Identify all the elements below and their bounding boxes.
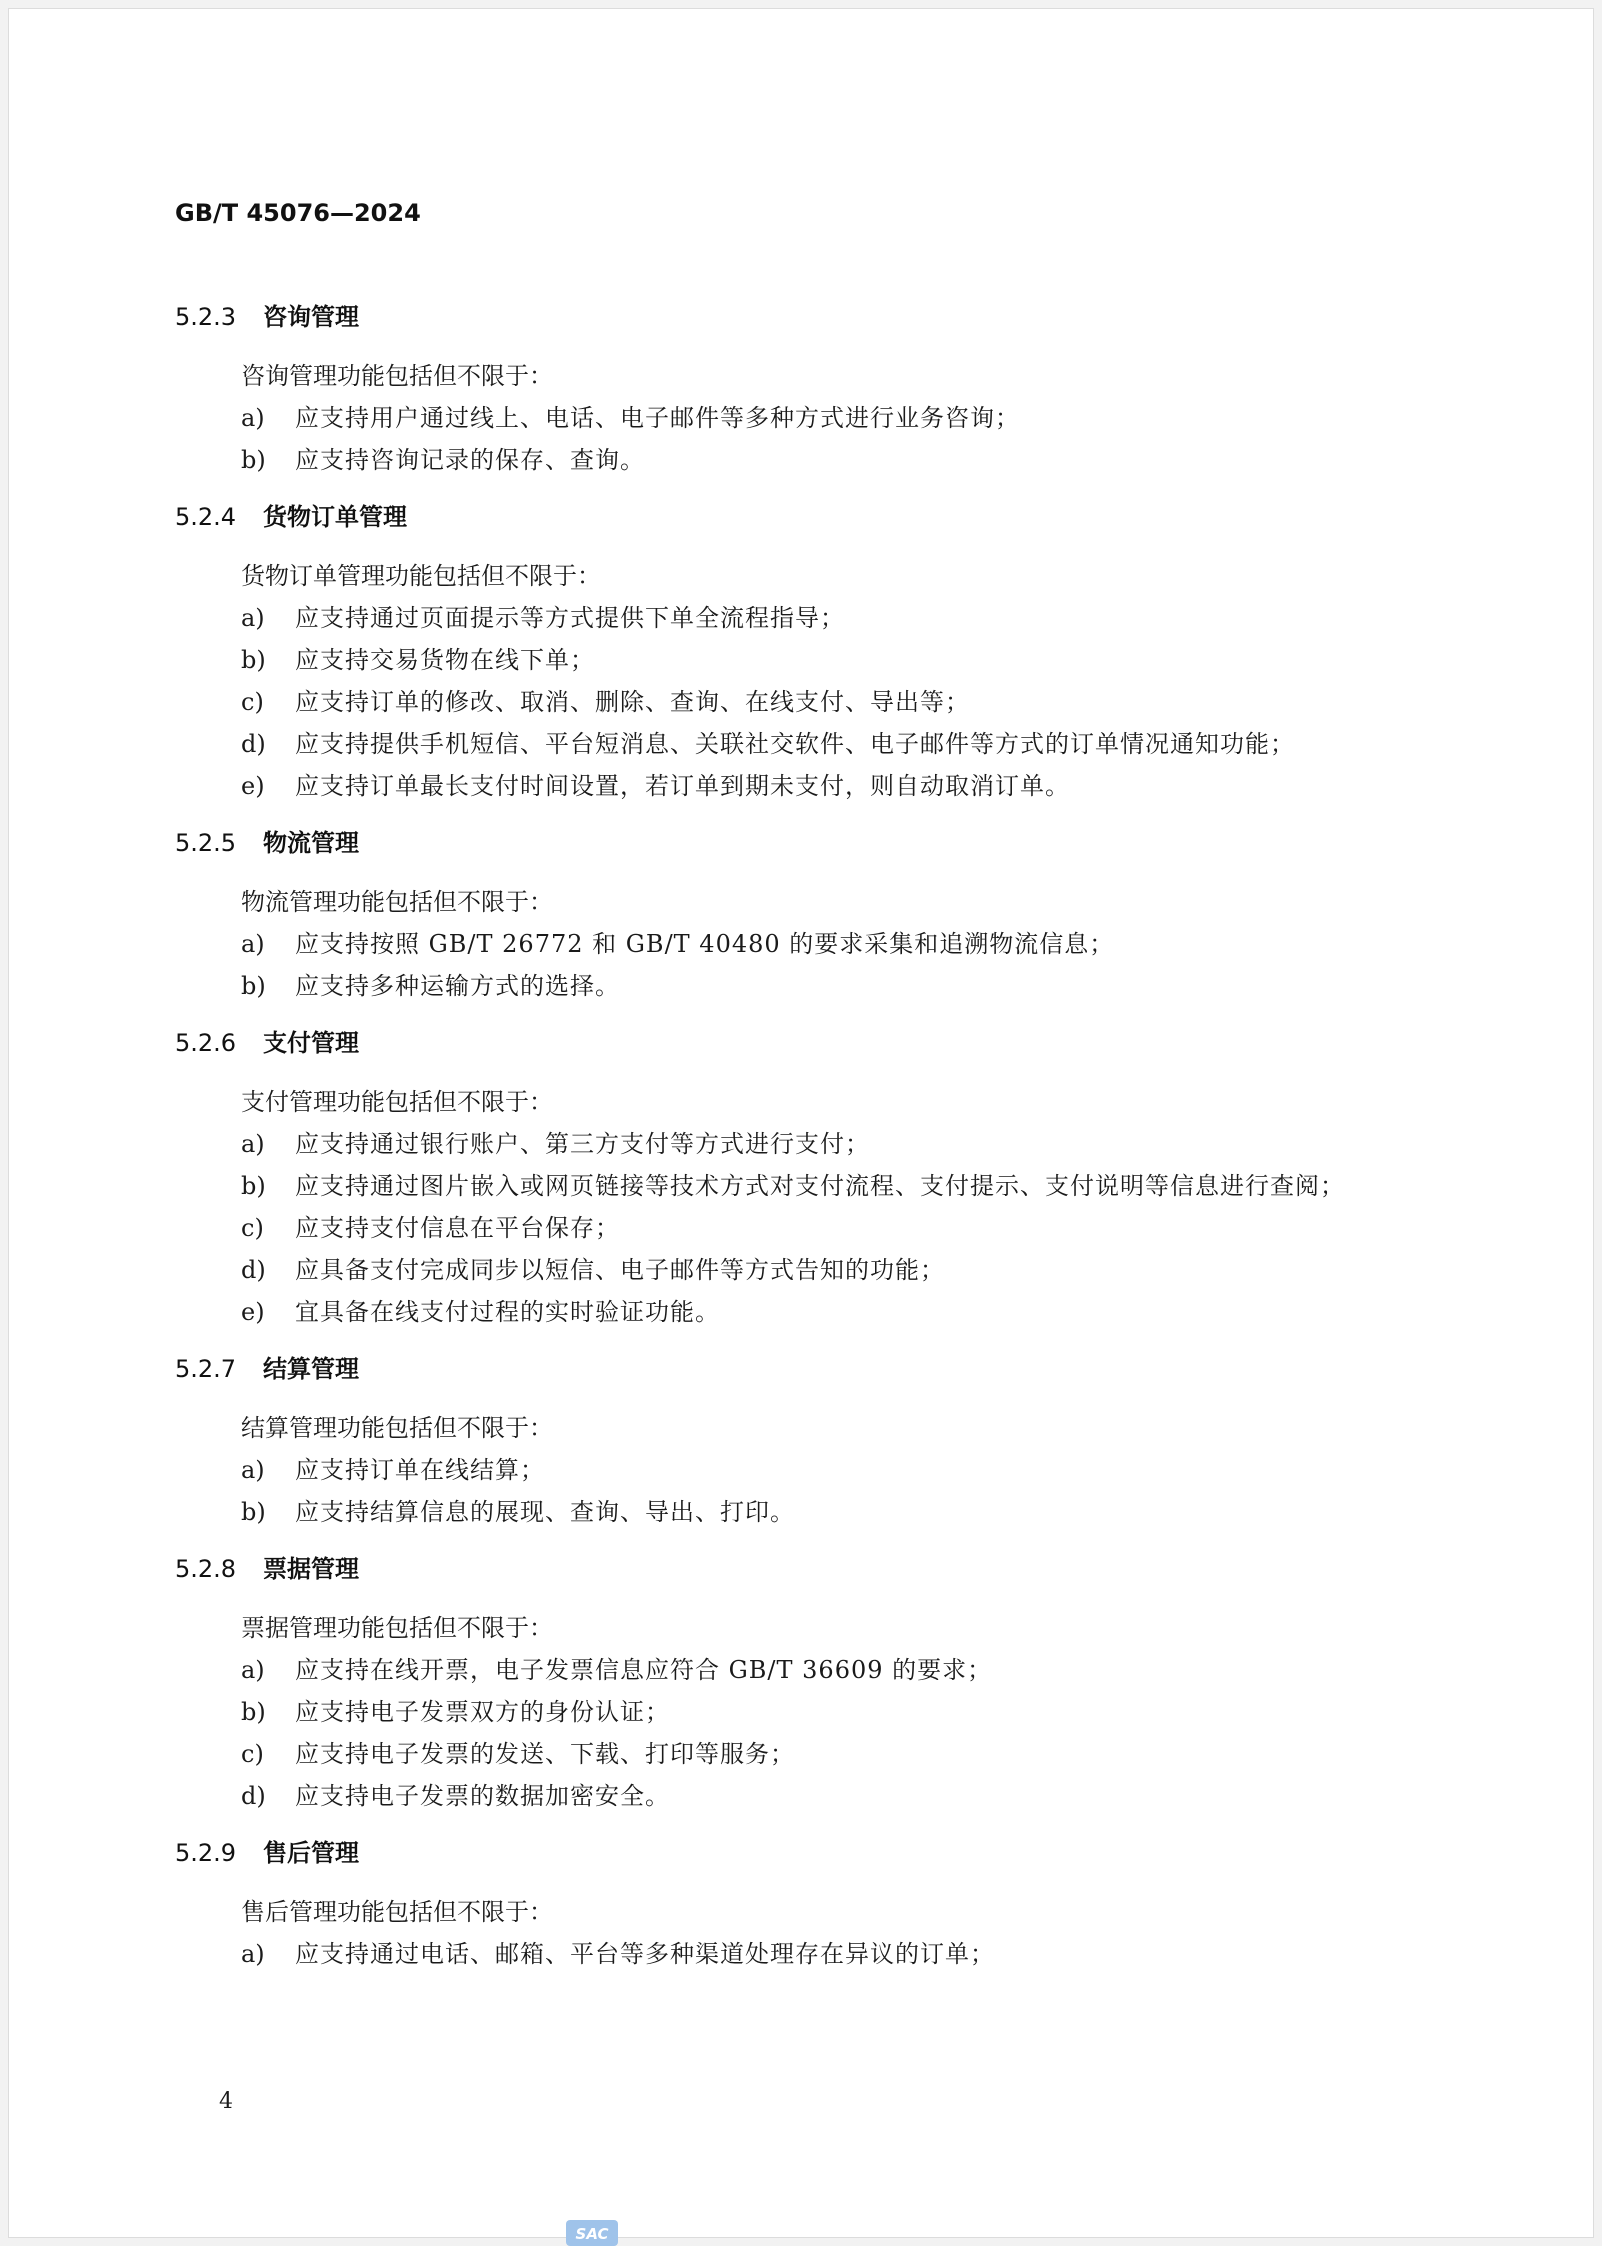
document-code: GB/T 45076—2024 xyxy=(175,199,421,227)
logo-text: SAC xyxy=(575,2225,609,2243)
section-heading xyxy=(175,1551,1435,1587)
item-label: a) xyxy=(241,930,265,958)
item-text: 应支持在线开票，电子发票信息应符合 GB/T 36609 的要求； xyxy=(295,1656,993,1684)
item-text: 应支持电子发票的数据加密安全。 xyxy=(295,1782,670,1810)
item-label: b) xyxy=(241,1698,266,1726)
page-number: 4 xyxy=(219,2089,233,2114)
item-text: 应支持支付信息在平台保存； xyxy=(295,1214,620,1242)
item-text: 应支持用户通过线上、电话、电子邮件等多种方式进行业务咨询； xyxy=(295,404,1020,432)
sac-logo-icon xyxy=(566,2218,618,2246)
document-content xyxy=(175,299,1435,1993)
item-label: d) xyxy=(241,730,266,758)
item-label: a) xyxy=(241,404,265,432)
section-intro: 票据管理功能包括但不限于： xyxy=(241,1614,553,1642)
item-text: 应支持交易货物在线下单； xyxy=(295,646,595,674)
section-5-2-5 xyxy=(175,825,1435,1007)
item-label: c) xyxy=(241,1740,264,1768)
document-page xyxy=(8,8,1594,2238)
item-text: 应支持咨询记录的保存、查询。 xyxy=(295,446,645,474)
item-text: 应支持电子发票双方的身份认证； xyxy=(295,1698,670,1726)
item-label: a) xyxy=(241,1940,265,1968)
item-label: a) xyxy=(241,1456,265,1484)
item-text: 应支持订单的修改、取消、删除、查询、在线支付、导出等； xyxy=(295,688,970,716)
section-heading xyxy=(175,1025,1435,1061)
section-number: 5.2.3 xyxy=(175,303,237,331)
item-label: d) xyxy=(241,1782,266,1810)
section-title: 咨询管理 xyxy=(263,303,359,331)
section-number: 5.2.9 xyxy=(175,1839,237,1867)
item-label: c) xyxy=(241,688,264,716)
section-number: 5.2.5 xyxy=(175,829,237,857)
section-heading xyxy=(175,499,1435,535)
section-heading xyxy=(175,1835,1435,1871)
section-title: 物流管理 xyxy=(263,829,359,857)
list-item xyxy=(175,1165,1435,1207)
item-label: b) xyxy=(241,1498,266,1526)
section-5-2-6 xyxy=(175,1025,1435,1333)
section-number: 5.2.6 xyxy=(175,1029,237,1057)
section-number: 5.2.4 xyxy=(175,503,237,531)
section-5-2-4 xyxy=(175,499,1435,807)
section-intro: 支付管理功能包括但不限于： xyxy=(241,1088,553,1116)
list-item xyxy=(175,1123,1435,1165)
section-title: 支付管理 xyxy=(263,1029,359,1057)
section-intro: 咨询管理功能包括但不限于： xyxy=(241,362,553,390)
section-intro: 物流管理功能包括但不限于： xyxy=(241,888,553,916)
item-label: c) xyxy=(241,1214,264,1242)
list-item xyxy=(175,397,1435,439)
list-item xyxy=(175,1249,1435,1291)
section-5-2-3 xyxy=(175,299,1435,481)
item-label: a) xyxy=(241,1656,265,1684)
list-item xyxy=(175,439,1435,481)
list-item xyxy=(175,1733,1435,1775)
section-5-2-8 xyxy=(175,1551,1435,1817)
item-text: 应支持结算信息的展现、查询、导出、打印。 xyxy=(295,1498,795,1526)
list-item xyxy=(175,1207,1435,1249)
section-number: 5.2.7 xyxy=(175,1355,237,1383)
item-label: b) xyxy=(241,972,266,1000)
list-item xyxy=(175,1491,1435,1533)
section-title: 结算管理 xyxy=(263,1355,359,1383)
item-label: a) xyxy=(241,604,265,632)
section-heading xyxy=(175,1351,1435,1387)
section-number: 5.2.8 xyxy=(175,1555,237,1583)
list-item xyxy=(175,965,1435,1007)
list-item xyxy=(175,1933,1435,1975)
section-5-2-7 xyxy=(175,1351,1435,1533)
list-item xyxy=(175,681,1435,723)
item-text: 宜具备在线支付过程的实时验证功能。 xyxy=(295,1298,720,1326)
item-text: 应支持提供手机短信、平台短消息、关联社交软件、电子邮件等方式的订单情况通知功能； xyxy=(295,730,1295,758)
section-title: 货物订单管理 xyxy=(263,503,407,531)
list-item xyxy=(175,923,1435,965)
list-item xyxy=(175,1649,1435,1691)
item-text: 应支持多种运输方式的选择。 xyxy=(295,972,620,1000)
item-label: b) xyxy=(241,646,266,674)
item-text: 应支持电子发票的发送、下载、打印等服务； xyxy=(295,1740,795,1768)
item-label: b) xyxy=(241,1172,266,1200)
section-title: 售后管理 xyxy=(263,1839,359,1867)
list-item xyxy=(175,1691,1435,1733)
section-heading xyxy=(175,299,1435,335)
item-text: 应支持通过图片嵌入或网页链接等技术方式对支付流程、支付提示、支付说明等信息进行查阅； xyxy=(295,1172,1345,1200)
item-text: 应支持按照 GB/T 26772 和 GB/T 40480 的要求采集和追溯物流信息； xyxy=(295,930,1115,958)
list-item xyxy=(175,639,1435,681)
item-text: 应支持订单最长支付时间设置，若订单到期未支付，则自动取消订单。 xyxy=(295,772,1070,800)
item-label: e) xyxy=(241,1298,265,1326)
section-intro: 售后管理功能包括但不限于： xyxy=(241,1898,553,1926)
list-item xyxy=(175,1775,1435,1817)
section-5-2-9 xyxy=(175,1835,1435,1975)
list-item xyxy=(175,1449,1435,1491)
list-item xyxy=(175,765,1435,807)
item-text: 应支持通过银行账户、第三方支付等方式进行支付； xyxy=(295,1130,870,1158)
item-label: d) xyxy=(241,1256,266,1284)
item-text: 应具备支付完成同步以短信、电子邮件等方式告知的功能； xyxy=(295,1256,945,1284)
item-text: 应支持订单在线结算； xyxy=(295,1456,545,1484)
item-text: 应支持通过页面提示等方式提供下单全流程指导； xyxy=(295,604,845,632)
item-text: 应支持通过电话、邮箱、平台等多种渠道处理存在异议的订单； xyxy=(295,1940,995,1968)
section-intro: 结算管理功能包括但不限于： xyxy=(241,1414,553,1442)
item-label: a) xyxy=(241,1130,265,1158)
list-item xyxy=(175,1291,1435,1333)
item-label: b) xyxy=(241,446,266,474)
list-item xyxy=(175,597,1435,639)
section-title: 票据管理 xyxy=(263,1555,359,1583)
section-intro: 货物订单管理功能包括但不限于： xyxy=(241,562,601,590)
section-heading xyxy=(175,825,1435,861)
item-label: e) xyxy=(241,772,265,800)
list-item xyxy=(175,723,1435,765)
